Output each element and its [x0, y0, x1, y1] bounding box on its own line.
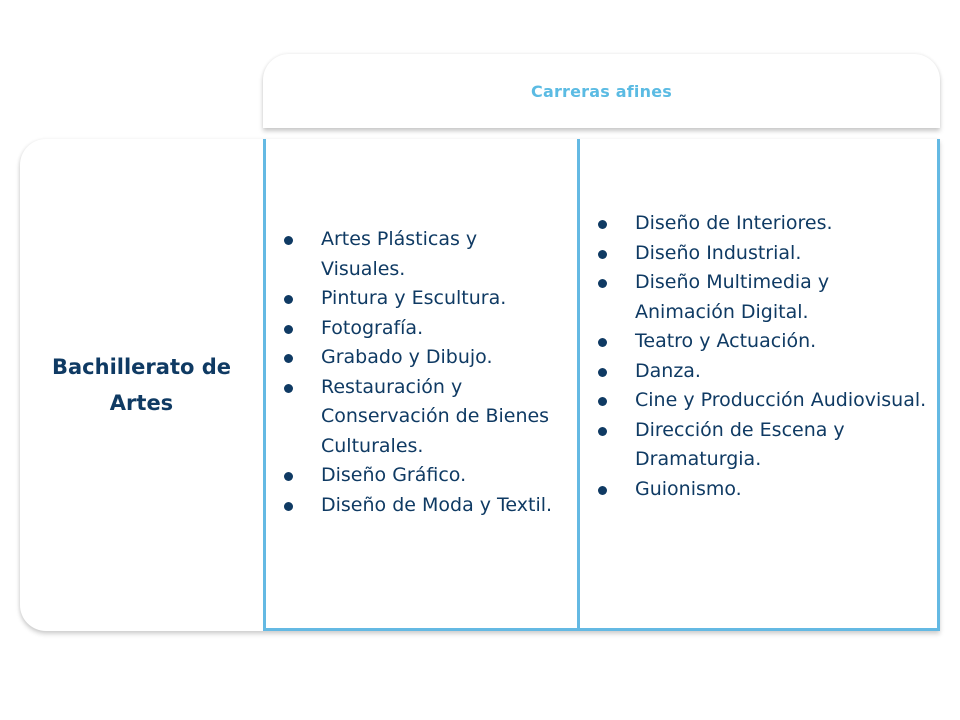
list-item — [598, 327, 928, 357]
list-item — [598, 475, 928, 505]
career-label: Fotografía. — [321, 316, 424, 339]
career-label: Diseño Multimedia y Animación Digital. — [635, 271, 830, 323]
list-item — [284, 284, 554, 314]
row-label-cell — [20, 139, 263, 631]
row-label: Bachillerato de Artes — [52, 355, 231, 415]
career-label: Diseño Gráfico. — [321, 464, 467, 486]
careers-list-2 — [598, 209, 928, 504]
list-item — [598, 386, 928, 416]
list-item — [598, 357, 928, 387]
bullet-icon — [284, 384, 293, 393]
bullet-icon — [284, 502, 293, 511]
list-item — [284, 461, 554, 491]
list-item — [284, 314, 554, 344]
bullet-icon — [284, 472, 293, 481]
careers-column-2 — [577, 139, 940, 631]
bullet-icon — [284, 325, 293, 334]
bullet-icon — [598, 427, 607, 436]
list-item — [598, 268, 928, 327]
career-label: Grabado y Dibujo. — [321, 346, 493, 368]
list-item — [284, 225, 554, 284]
bullet-icon — [598, 279, 607, 288]
table-header — [263, 54, 940, 128]
list-item — [598, 239, 928, 269]
career-label: Cine y Producción Audiovisual. — [635, 389, 927, 411]
bullet-icon — [598, 397, 607, 406]
career-label: Diseño Industrial. — [635, 241, 802, 264]
career-label: Diseño de Interiores. — [635, 212, 833, 234]
bullet-icon — [598, 338, 607, 347]
bullet-icon — [598, 250, 607, 259]
career-label: Restauración y Conservación de Bienes Culturales. — [321, 375, 550, 457]
list-item — [598, 416, 928, 475]
career-label: Pintura y Escultura. — [321, 287, 507, 309]
career-label: Guionismo. — [635, 477, 742, 500]
bullet-icon — [284, 295, 293, 304]
bullet-icon — [284, 354, 293, 363]
careers-list-1 — [284, 225, 554, 520]
career-label: Diseño de Moda y Textil. — [321, 493, 553, 516]
bullet-icon — [598, 486, 607, 495]
list-item — [284, 373, 554, 462]
career-label: Danza. — [635, 359, 701, 382]
list-item — [598, 209, 928, 239]
career-label: Dirección de Escena y Dramaturgia. — [635, 418, 845, 470]
bullet-icon — [598, 220, 607, 229]
header-title: Carreras afines — [531, 81, 672, 101]
career-label: Teatro y Actuación. — [635, 330, 817, 352]
list-item — [284, 343, 554, 373]
careers-column-1 — [263, 139, 577, 631]
bullet-icon — [284, 236, 293, 245]
career-label: Artes Plásticas y Visuales. — [321, 228, 478, 280]
bullet-icon — [598, 368, 607, 377]
list-item — [284, 491, 554, 521]
